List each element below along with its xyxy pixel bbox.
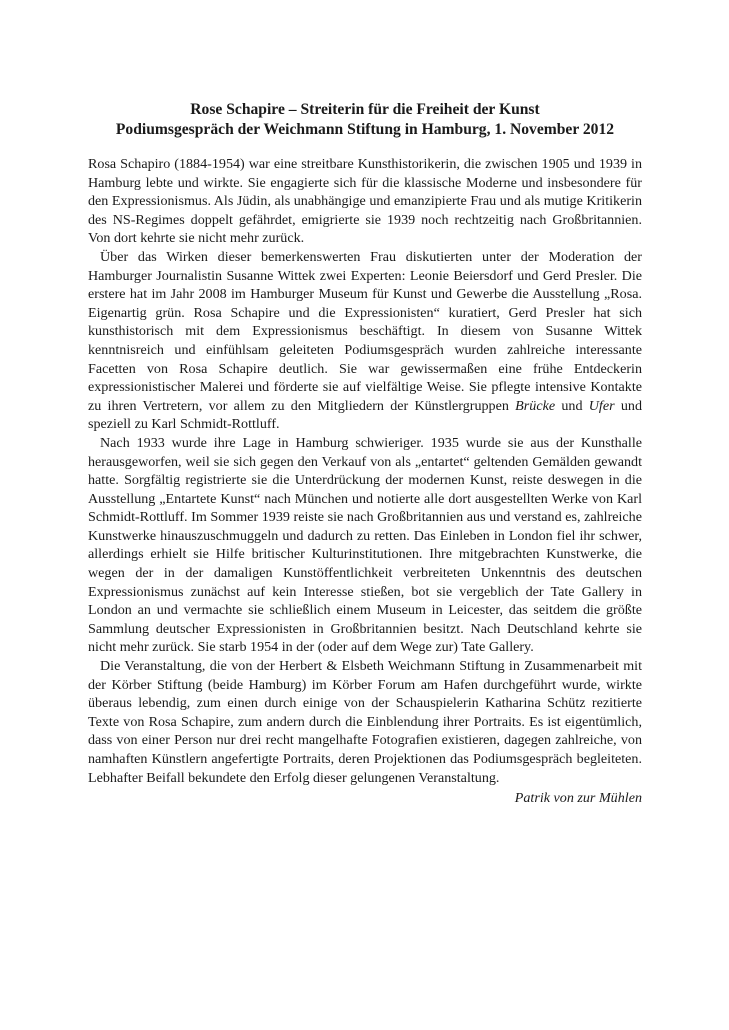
- paragraph-2-conjunction: und: [555, 397, 589, 414]
- paragraph-2-end: und speziell zu Karl Schmidt-Rottluff.: [88, 397, 642, 433]
- author-signature: Patrik von zur Mühlen: [514, 790, 642, 807]
- article-title: [88, 100, 642, 140]
- title-line-1: Rose Schapire – Streiterin für die Freiheit der Kunst: [190, 101, 540, 118]
- group-name-bruecke: Brücke: [515, 397, 556, 414]
- article-body: [88, 155, 642, 787]
- document-page: [88, 100, 642, 808]
- group-name-ufer: Ufer: [588, 397, 615, 414]
- paragraph-3: Nach 1933 wurde ihre Lage in Hamburg schwieriger. 1935 wurde sie aus der Kunsthalle herausgeworfen, weil sie sich gegen den Verkauf von als „entartet“ geltenden Gemälden gewandt hatte. Sorgfältig registrierte sie die Unterdrückung der modernen Kunst, reiste deswegen in die Ausstellung „Entartete Kunst“ nach München und notierte alle dort ausgestellten Werke von Karl Schmidt-Rottluff. Im Sommer 1939 reiste sie nach Großbritannien aus und verstand es, zahlreiche Kunstwerke hinauszuschmuggeln und dadurch zu retten. Das Einleben in London fiel ihr schwer, allerdings erhielt sie Hilfe britischer Kulturinstitutionen. Ihre mitgebrachten Kunstwerke, die wegen der in der damaligen Kunstöffentlichkeit verbreiteten Unkenntnis des deutschen Expressionismus zunächst auf kein Interesse stießen, bot sie vergeblich der Tate Gallery in London an und vermachte sie schließlich einem Museum in Leicester, das seitdem die größte Sammlung deutscher Expressionisten in Großbritannien besitzt. Nach Deutschland kehrte sie nicht mehr zurück. Sie starb 1954 in der (oder auf dem Wege zur) Tate Gallery.: [88, 434, 642, 656]
- paragraph-2-text: Über das Wirken dieser bemerkenswerten Frau diskutierten unter der Moderation der Hamburger Journalistin Susanne Wittek zwei Experten: Leonie Beiersdorf und Gerd Presler. Die erstere hat im Jahr 2008 im Hamburger Museum für Kunst und Gewerbe die Ausstellung „Rosa. Eigenartig grün. Rosa Schapire und die Expressionisten“ kuratiert, Gerd Presler hat sich kunsthistorisch mit dem Expressionismus beschäftigt. In diesem von Susanne Wittek kenntnisreich und einfühlsam geleiteten Podiumsgespräch wurden zahlreiche interessante Facetten von Rosa Schapire deutlich. Sie war gewissermaßen eine frühe Entdeckerin expressionistischer Malerei und förderte sie auf vielfältige Weise. Sie pflegte intensive Kontakte zu ihren Vertretern, vor allem zu den Mitgliedern der Künstlergruppen: [88, 248, 642, 414]
- paragraph-4: Die Veranstaltung, die von der Herbert & Elsbeth Weichmann Stiftung in Zusammenarbeit mit der Körber Stiftung (beide Hamburg) im Körber Forum am Hafen durchgeführt wurde, wirkte überaus lebendig, zum einen durch einige von der Schauspielerin Katharina Schütz rezitierte Texte von Rosa Schapire, zum andern durch die Einblendung ihrer Portraits. Es ist eigentümlich, dass von einer Person nur drei recht mangelhafte Fotografien existieren, dagegen zahlreiche, von namhaften Künstlern angefertigte Portraits, deren Projektionen das Podiumsgespräch begleiteten. Lebhafter Beifall bekundete den Erfolg dieser gelungenen Veranstaltung.: [88, 658, 642, 786]
- paragraph-2: [88, 248, 642, 434]
- paragraph-1: Rosa Schapiro (1884-1954) war eine streitbare Kunsthistorikerin, die zwischen 1905 und 1939 in Hamburg lebte und wirkte. Sie engagierte sich für die klassische Moderne und insbesondere für den Expressionismus. Als Jüdin, als unabhängige und emanzipierte Frau und als mutige Kritikerin des NS-Regimes doppelt gefährdet, emigrierte sie 1939 noch rechtzeitig nach Großbritannien. Von dort kehrte sie nicht mehr zurück.: [88, 156, 642, 247]
- title-line-2: Podiumsgespräch der Weichmann Stiftung in Hamburg, 1. November 2012: [115, 121, 615, 138]
